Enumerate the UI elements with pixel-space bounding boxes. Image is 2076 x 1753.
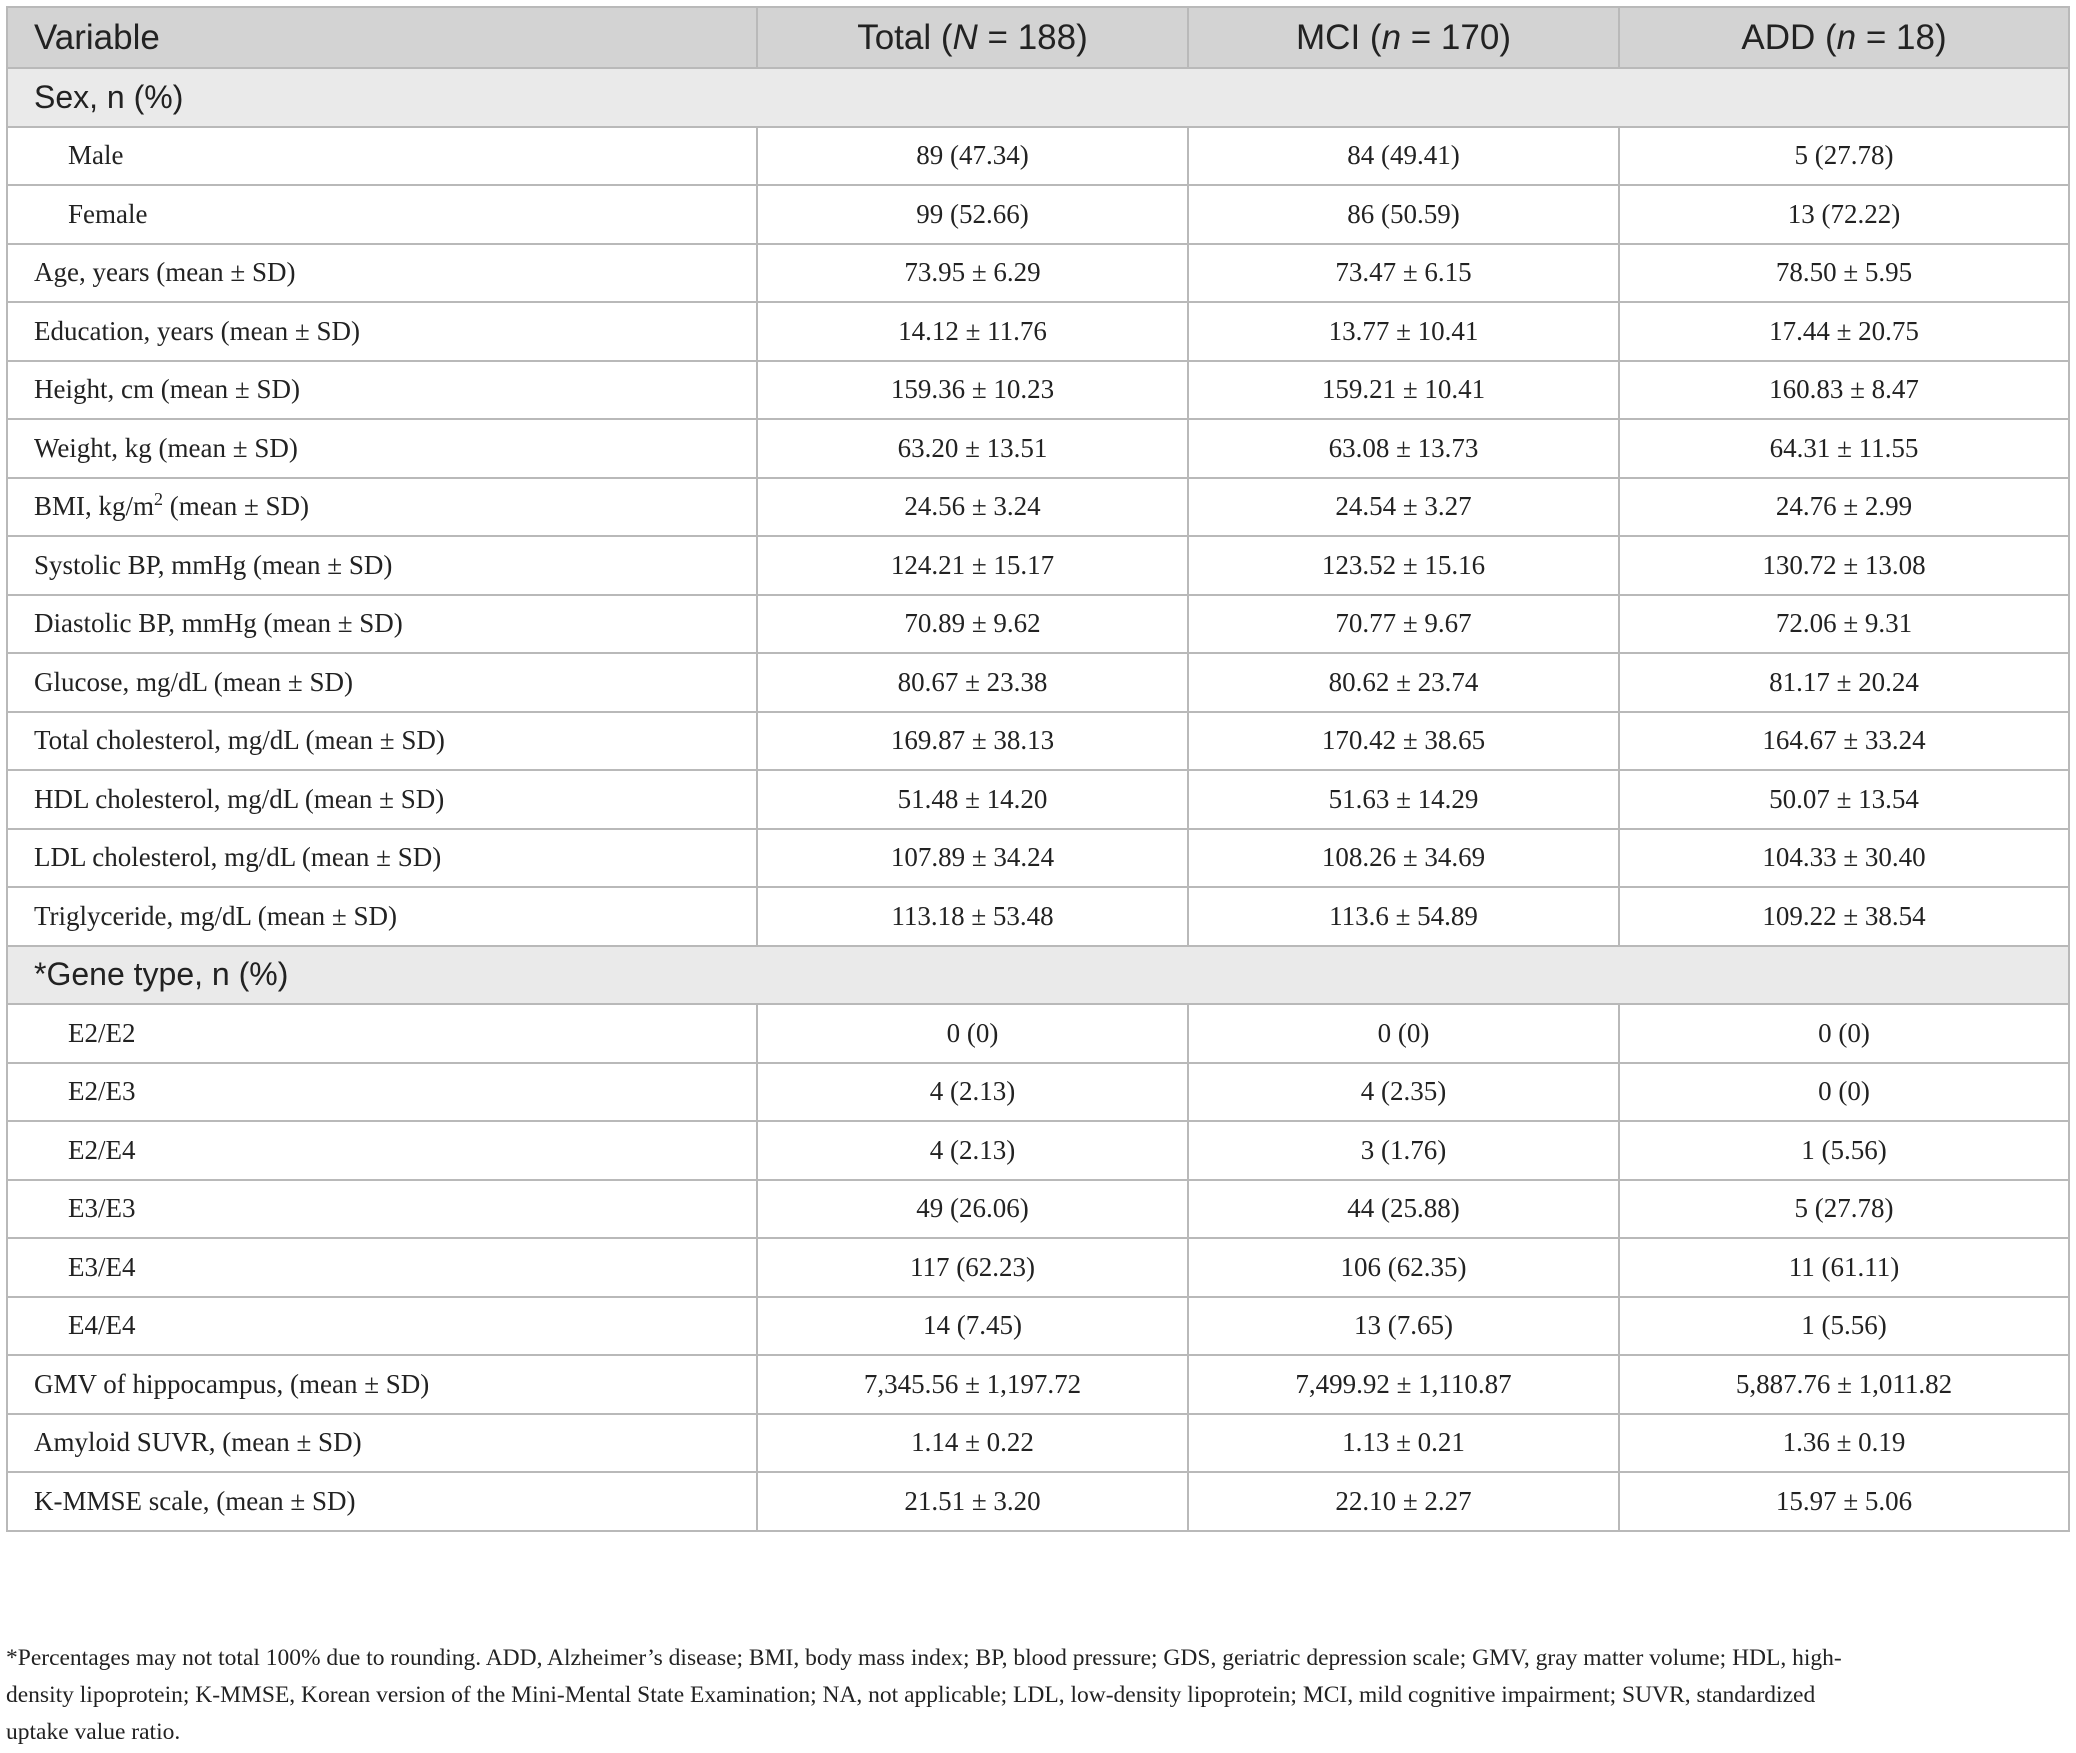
cell-mci: 159.21 ± 10.41 [1188,361,1619,420]
header-add-var: n [1836,17,1857,57]
cell-total: 4 (2.13) [757,1063,1188,1122]
demographics-table [6,6,2070,1532]
cell-total: 24.56 ± 3.24 [757,478,1188,537]
table-row [7,1297,2069,1356]
section-label-gene: *Gene type, n (%) [7,946,2069,1005]
row-label: Amyloid SUVR, (mean ± SD) [7,1414,757,1473]
cell-add: 109.22 ± 38.54 [1619,887,2069,946]
cell-add: 13 (72.22) [1619,185,2069,244]
table-row [7,478,2069,537]
cell-mci: 1.13 ± 0.21 [1188,1414,1619,1473]
cell-add: 164.67 ± 33.24 [1619,712,2069,771]
cell-add: 50.07 ± 13.54 [1619,770,2069,829]
table-row [7,302,2069,361]
row-label-bmi [7,478,757,537]
table-row [7,770,2069,829]
row-label: E2/E2 [7,1004,757,1063]
cell-mci: 80.62 ± 23.74 [1188,653,1619,712]
cell-total: 4 (2.13) [757,1121,1188,1180]
table-row [7,1063,2069,1122]
cell-add: 72.06 ± 9.31 [1619,595,2069,654]
cell-add: 78.50 ± 5.95 [1619,244,2069,303]
cell-add: 5,887.76 ± 1,011.82 [1619,1355,2069,1414]
table-row [7,185,2069,244]
section-label-sex: Sex, n (%) [7,68,2069,127]
cell-add: 81.17 ± 20.24 [1619,653,2069,712]
cell-total: 80.67 ± 23.38 [757,653,1188,712]
cell-total: 14 (7.45) [757,1297,1188,1356]
table-row [7,244,2069,303]
table-row [7,1121,2069,1180]
cell-add: 104.33 ± 30.40 [1619,829,2069,888]
cell-mci: 123.52 ± 15.16 [1188,536,1619,595]
row-label: Age, years (mean ± SD) [7,244,757,303]
table-row [7,361,2069,420]
cell-add: 11 (61.11) [1619,1238,2069,1297]
cell-add: 64.31 ± 11.55 [1619,419,2069,478]
cell-mci: 73.47 ± 6.15 [1188,244,1619,303]
cell-add: 130.72 ± 13.08 [1619,536,2069,595]
row-label: Triglyceride, mg/dL (mean ± SD) [7,887,757,946]
cell-mci: 4 (2.35) [1188,1063,1619,1122]
cell-mci: 70.77 ± 9.67 [1188,595,1619,654]
cell-mci: 51.63 ± 14.29 [1188,770,1619,829]
table-row [7,1414,2069,1473]
header-total-prefix: Total ( [857,17,953,57]
row-label: Systolic BP, mmHg (mean ± SD) [7,536,757,595]
cell-total: 14.12 ± 11.76 [757,302,1188,361]
cell-total: 1.14 ± 0.22 [757,1414,1188,1473]
row-label: Male [7,127,757,186]
row-label: Weight, kg (mean ± SD) [7,419,757,478]
table-row [7,536,2069,595]
cell-add: 160.83 ± 8.47 [1619,361,2069,420]
table-footnote [6,1640,2068,1751]
header-total-var: N [952,17,978,57]
cell-total: 0 (0) [757,1004,1188,1063]
table-row [7,595,2069,654]
header-mci-prefix: MCI ( [1296,17,1382,57]
cell-add: 5 (27.78) [1619,1180,2069,1239]
header-mci-var: n [1381,17,1402,57]
table-row [7,1472,2069,1531]
cell-mci: 13 (7.65) [1188,1297,1619,1356]
row-label: E2/E3 [7,1063,757,1122]
cell-total: 124.21 ± 15.17 [757,536,1188,595]
cell-mci: 106 (62.35) [1188,1238,1619,1297]
cell-total: 99 (52.66) [757,185,1188,244]
cell-add: 0 (0) [1619,1063,2069,1122]
bmi-label-suffix: (mean ± SD) [163,491,310,522]
footnote-line: *Percentages may not total 100% due to rounding. ADD, Alzheimer’s disease; BMI, body mass index; BP, blood pressure; GDS, geriatric depression scale; GMV, gray matter volume; HDL, high- [6,1645,1842,1671]
table-row [7,712,2069,771]
cell-mci: 86 (50.59) [1188,185,1619,244]
cell-total: 107.89 ± 34.24 [757,829,1188,888]
footnote-line: density lipoprotein; K-MMSE, Korean version of the Mini-Mental State Examination; NA, not applicable; LDL, low-density lipoprotein; MCI, mild cognitive impairment; SUVR, standardized [6,1682,1816,1708]
cell-mci: 113.6 ± 54.89 [1188,887,1619,946]
header-variable: Variable [7,7,757,68]
table-row [7,1004,2069,1063]
row-label: K-MMSE scale, (mean ± SD) [7,1472,757,1531]
cell-mci: 44 (25.88) [1188,1180,1619,1239]
header-mci-suffix: = 170) [1401,17,1511,57]
table-row [7,887,2069,946]
row-label: Height, cm (mean ± SD) [7,361,757,420]
cell-total: 89 (47.34) [757,127,1188,186]
table-row [7,829,2069,888]
bmi-label-sup: 2 [154,489,164,510]
cell-add: 17.44 ± 20.75 [1619,302,2069,361]
cell-total: 169.87 ± 38.13 [757,712,1188,771]
cell-mci: 7,499.92 ± 1,110.87 [1188,1355,1619,1414]
cell-total: 113.18 ± 53.48 [757,887,1188,946]
cell-mci: 63.08 ± 13.73 [1188,419,1619,478]
row-label: LDL cholesterol, mg/dL (mean ± SD) [7,829,757,888]
row-label: Education, years (mean ± SD) [7,302,757,361]
cell-add: 1 (5.56) [1619,1121,2069,1180]
header-add [1619,7,2069,68]
header-add-prefix: ADD ( [1741,17,1837,57]
bmi-label-prefix: BMI, kg/m [34,491,155,522]
cell-add: 1 (5.56) [1619,1297,2069,1356]
header-add-suffix: = 18) [1856,17,1947,57]
cell-total: 51.48 ± 14.20 [757,770,1188,829]
cell-mci: 13.77 ± 10.41 [1188,302,1619,361]
header-total [757,7,1188,68]
cell-add: 5 (27.78) [1619,127,2069,186]
table-row [7,1238,2069,1297]
row-label: E3/E3 [7,1180,757,1239]
row-label: Total cholesterol, mg/dL (mean ± SD) [7,712,757,771]
cell-total: 63.20 ± 13.51 [757,419,1188,478]
cell-mci: 3 (1.76) [1188,1121,1619,1180]
cell-mci: 22.10 ± 2.27 [1188,1472,1619,1531]
cell-total: 49 (26.06) [757,1180,1188,1239]
cell-total: 70.89 ± 9.62 [757,595,1188,654]
header-mci [1188,7,1619,68]
cell-mci: 0 (0) [1188,1004,1619,1063]
section-row-gene [7,946,2069,1005]
cell-add: 24.76 ± 2.99 [1619,478,2069,537]
table-row [7,127,2069,186]
cell-total: 73.95 ± 6.29 [757,244,1188,303]
table-row [7,1180,2069,1239]
table-row [7,419,2069,478]
cell-mci: 84 (49.41) [1188,127,1619,186]
cell-total: 7,345.56 ± 1,197.72 [757,1355,1188,1414]
cell-mci: 170.42 ± 38.65 [1188,712,1619,771]
row-label: HDL cholesterol, mg/dL (mean ± SD) [7,770,757,829]
cell-total: 159.36 ± 10.23 [757,361,1188,420]
cell-add: 1.36 ± 0.19 [1619,1414,2069,1473]
row-label: E4/E4 [7,1297,757,1356]
table-container [6,6,2068,1532]
row-label: Diastolic BP, mmHg (mean ± SD) [7,595,757,654]
cell-add: 15.97 ± 5.06 [1619,1472,2069,1531]
row-label: Glucose, mg/dL (mean ± SD) [7,653,757,712]
cell-total: 21.51 ± 3.20 [757,1472,1188,1531]
table-row [7,653,2069,712]
row-label: GMV of hippocampus, (mean ± SD) [7,1355,757,1414]
cell-total: 117 (62.23) [757,1238,1188,1297]
header-total-suffix: = 188) [977,17,1088,57]
section-row-sex [7,68,2069,127]
row-label: Female [7,185,757,244]
cell-mci: 108.26 ± 34.69 [1188,829,1619,888]
table-header-row [7,7,2069,68]
table-row [7,1355,2069,1414]
cell-add: 0 (0) [1619,1004,2069,1063]
cell-mci: 24.54 ± 3.27 [1188,478,1619,537]
footnote-line: uptake value ratio. [6,1719,181,1745]
row-label: E3/E4 [7,1238,757,1297]
row-label: E2/E4 [7,1121,757,1180]
